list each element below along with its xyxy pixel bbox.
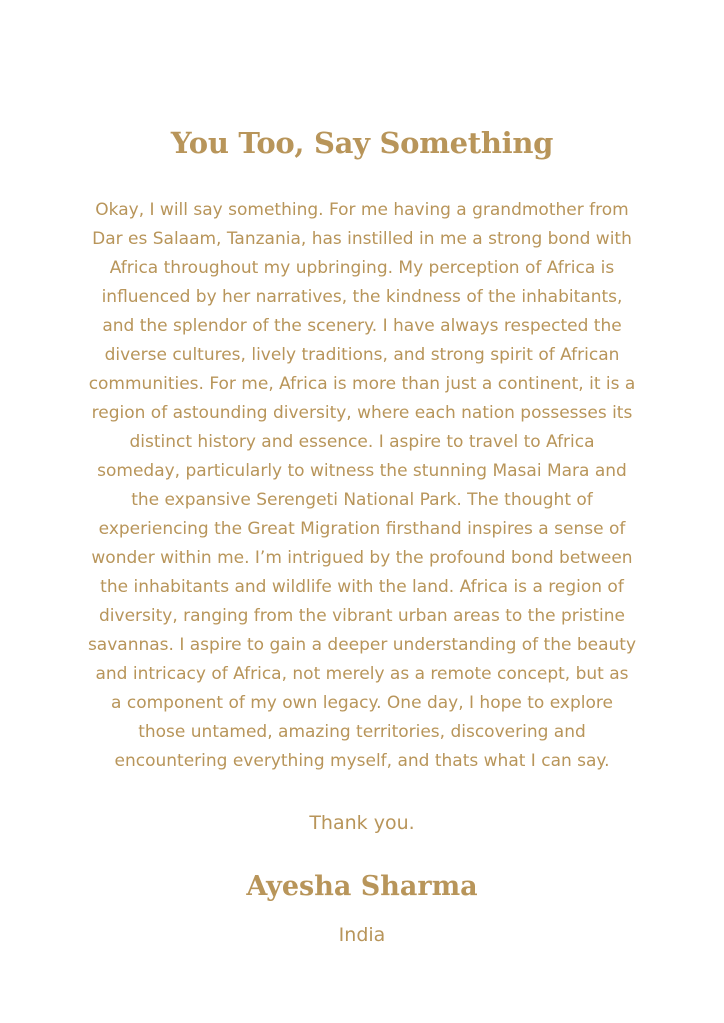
- body-line: region of astounding diversity, where each nation possesses its: [91, 403, 633, 423]
- body-line: influenced by her narratives, the kindness of the inhabitants,: [101, 287, 623, 307]
- body-line: the inhabitants and wildlife with the land. Africa is a region of: [100, 577, 624, 597]
- body-line: diversity, ranging from the vibrant urban areas to the pristine: [99, 606, 625, 626]
- body-line: wonder within me. I’m intrigued by the profound bond between: [91, 548, 633, 568]
- closing-text: Thank you.: [309, 812, 415, 834]
- body-line: diverse cultures, lively traditions, and strong spirit of African: [104, 345, 620, 365]
- body-line: and the splendor of the scenery. I have always respected the: [102, 316, 622, 336]
- page-title: You Too, Say Something: [170, 126, 554, 160]
- body-line: the expansive Serengeti National Park. The thought of: [131, 490, 593, 510]
- body-paragraph: [72, 196, 652, 776]
- body-line: and intricacy of Africa, not merely as a remote concept, but as: [95, 664, 629, 684]
- author-country: India: [338, 924, 386, 946]
- body-line: experiencing the Great Migration firsthand inspires a sense of: [98, 519, 626, 539]
- author-name: Ayesha Sharma: [246, 871, 478, 902]
- body-line: Okay, I will say something. For me having a grandmother from: [95, 200, 629, 220]
- body-line: a component of my own legacy. One day, I hope to explore: [111, 693, 613, 713]
- body-line: encountering everything myself, and thats what I can say.: [114, 751, 610, 771]
- body-line: savannas. I aspire to gain a deeper understanding of the beauty: [87, 635, 637, 655]
- body-line: distinct history and essence. I aspire to travel to Africa: [129, 432, 595, 452]
- body-line: those untamed, amazing territories, discovering and: [138, 722, 586, 742]
- body-line: Dar es Salaam, Tanzania, has instilled in me a strong bond with: [92, 229, 632, 249]
- body-line: someday, particularly to witness the stunning Masai Mara and: [97, 461, 627, 481]
- body-line: communities. For me, Africa is more than just a continent, it is a: [88, 374, 636, 394]
- body-line: Africa throughout my upbringing. My perception of Africa is: [109, 258, 615, 278]
